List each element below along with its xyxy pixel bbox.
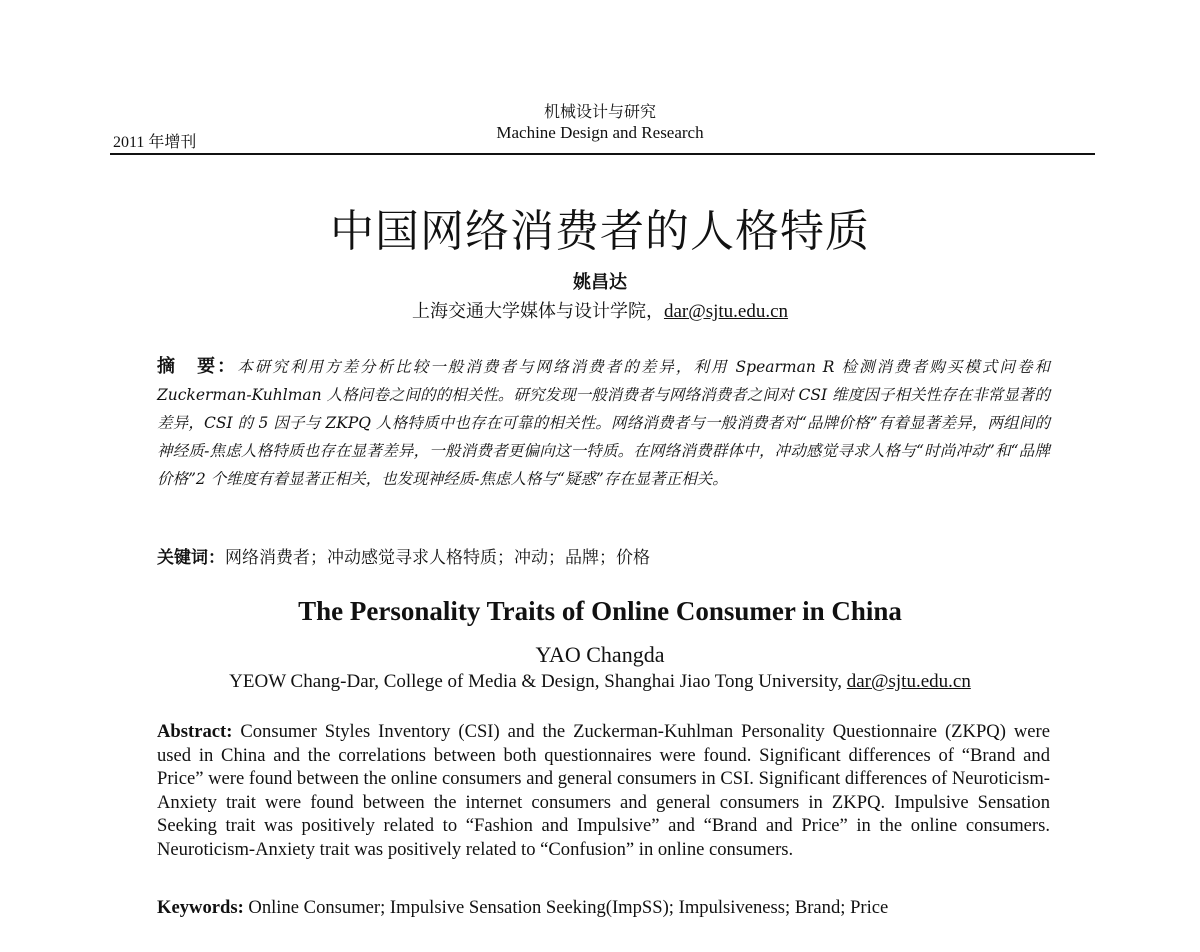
header-divider [110, 153, 1095, 155]
abstract-cn [157, 353, 1050, 493]
email-link-en[interactable]: dar@sjtu.edu.cn [846, 671, 971, 692]
journal-title-cn: 机械设计与研究 [543, 104, 656, 121]
abstract-cn-text: 本研究利用方差分析比较一般消费者与网络消费者的差异，利用 Spearman R 检测消费者购买模式问卷和 Zuckerman-Kuhlman 人格问卷之间的的相关性。研究发现一般消费者与网络消费者之间对 CSI 维度因子相关性存在非常显著的差异，CSI 的 5 因子与 ZKPQ 人格特质中也存在可靠的相关性。网络消费者与一般消费者对“品牌价格”有着显著差异，两组间的神经质-焦虑人格特质也存在显著差异，一般消费者更偏向这一特质。在网络消费群体中，冲动感觉寻求人格与“时尚冲动”和“品牌价格”2 个维度有着显著正相关，也发现神经质-焦虑人格与“疑惑”存在显著正相关。 [157, 358, 1050, 488]
author-en: YAO Changda [535, 642, 665, 667]
issue-label: 2011 年增刊 [113, 134, 197, 151]
abstract-en [157, 720, 1050, 861]
abstract-en-label: Abstract: [157, 721, 233, 742]
affiliation-cn-text: 上海交通大学媒体与设计学院， [411, 301, 664, 322]
keywords-en-text: Online Consumer; Impulsive Sensation Seeking(ImpSS); Impulsiveness; Brand; Price [243, 897, 889, 918]
keywords-cn-label: 关键词： [157, 548, 225, 568]
abstract-en-text: Consumer Styles Inventory (CSI) and the Zuckerman-Kuhlman Personality Questionnaire (ZKPQ) were used in China and the correlations between both questionnaires were found. Significant differences of “Brand and Price” were found between the online consumers and general consumers in CSI. Significant differences of Neuroticism-Anxiety trait were found between the internet consumers and general consumers in ZKPQ. Impulsive Sensation Seeking trait was positively related to “Fashion and Impulsive” and “Brand and Price” in the online consumers. Neuroticism-Anxiety trait was positively related to “Confusion” in online consumers. [157, 721, 1050, 860]
keywords-en-label: Keywords: [157, 897, 244, 918]
paper-title-en: The Personality Traits of Online Consumer in China [298, 596, 902, 626]
journal-title-en: Machine Design and Research [496, 123, 704, 142]
affiliation-en-text: YEOW Chang-Dar, College of Media & Design, Shanghai Jiao Tong University, [229, 671, 847, 692]
abstract-cn-label: 摘 要： [157, 356, 238, 377]
keywords-cn [157, 543, 1050, 568]
keywords-cn-text: 网络消费者；冲动感觉寻求人格特质；冲动；品牌；价格 [225, 548, 650, 568]
email-link-cn[interactable]: dar@sjtu.edu.cn [663, 301, 789, 322]
author-cn: 姚昌达 [573, 272, 627, 293]
paper-title-cn: 中国网络消费者的人格特质 [330, 206, 870, 257]
affiliation-en [0, 671, 1200, 693]
affiliation-cn [0, 297, 1200, 323]
keywords-en [157, 897, 1050, 919]
